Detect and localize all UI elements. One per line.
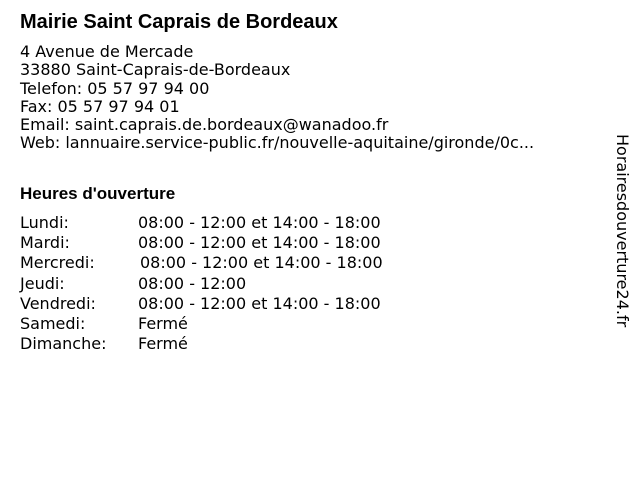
time-value: 08:00 - 12:00 et 14:00 - 18:00 — [138, 233, 381, 253]
time-value: Fermé — [138, 334, 188, 354]
fax-number: Fax: 05 57 97 94 01 — [20, 96, 180, 116]
street-address: 4 Avenue de Mercade — [20, 42, 194, 61]
day-label: Mercredi: — [20, 253, 95, 273]
page-title: Mairie Saint Caprais de Bordeaux — [20, 11, 338, 33]
address-block — [20, 43, 534, 153]
day-label: Vendredi: — [20, 293, 96, 313]
time-value: 08:00 - 12:00 et 14:00 - 18:00 — [138, 213, 381, 232]
day-label: Samedi: — [20, 313, 86, 333]
day-label: Jeudi: — [20, 273, 65, 293]
time-value: 08:00 - 12:00 et 14:00 - 18:00 — [140, 253, 383, 273]
phone-number: Telefon: 05 57 97 94 00 — [20, 78, 210, 98]
website-link: Web: lannuaire.service-public.fr/nouvelle-aquitaine/gironde/0c... — [20, 133, 535, 153]
city-address: 33880 Saint-Caprais-de-Bordeaux — [20, 60, 291, 80]
day-label: Dimanche: — [20, 334, 107, 354]
hours-heading: Heures d'ouverture — [20, 184, 176, 203]
day-label: Lundi: — [20, 213, 69, 232]
time-value: Fermé — [138, 313, 188, 333]
time-value: 08:00 - 12:00 et 14:00 - 18:00 — [138, 293, 381, 313]
email-address: Email: saint.caprais.de.bordeaux@wanadoo.fr — [20, 115, 389, 135]
day-label: Mardi: — [20, 233, 70, 253]
side-brand-watermark: Horairesdouverture24.fr — [613, 134, 632, 328]
time-value: 08:00 - 12:00 — [138, 273, 247, 293]
